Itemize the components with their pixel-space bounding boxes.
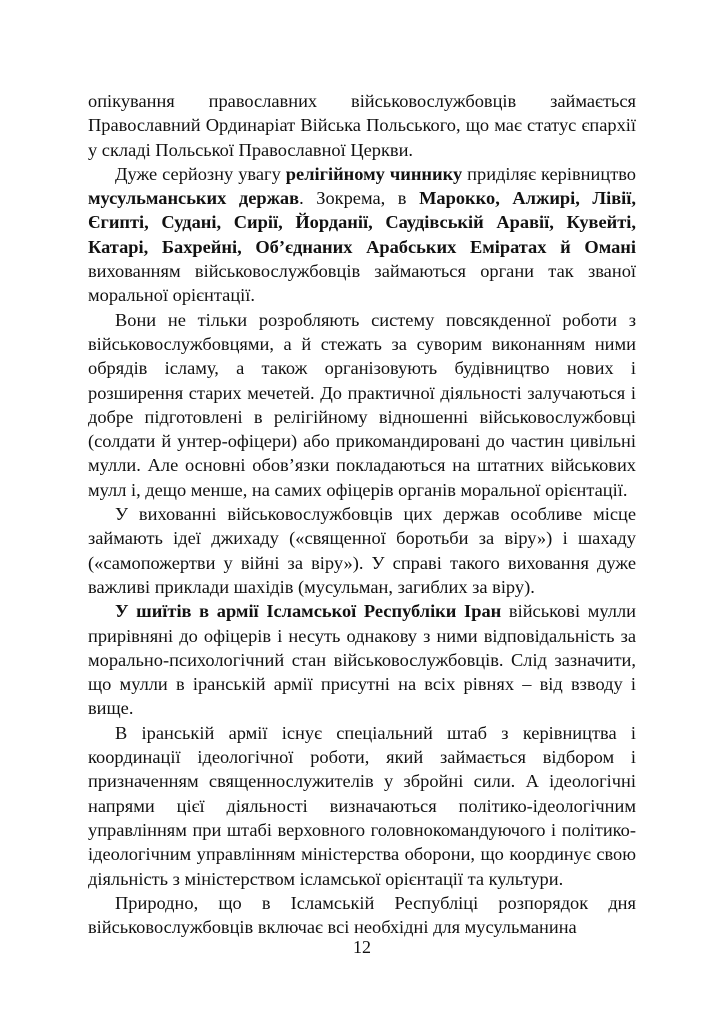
paragraph [88,162,636,308]
text-run: Природно, що в Ісламській Республіці розпорядок дня військовослужбовців включає всі необхідні для мусульманина [88,892,636,938]
body-text [88,89,636,939]
text-run: Дуже серйозну увагу [115,163,286,184]
page-number: 12 [353,937,371,957]
paragraph [88,891,636,940]
text-run: опікування православних військовослужбовців займається Православний Ординаріат Війська Польського, що має статус єпархії у складі Польської Православної Церкви. [88,91,636,160]
bold-text-run: Марокко, Алжирі, Лівії, Єгипті, Судані, Сирії, Йорданії, Саудівській Аравії, Кувейті, Катарі, Бахрейні, Об’єднаних Арабських Еміратах й Омані [88,188,636,257]
bold-text-run: релігійному чиннику [285,163,463,184]
bold-text-run: У шиїтів в армії Ісламської Республіки Іран [115,601,502,622]
paragraph [88,599,636,720]
bold-text-run: мусульманських держав [88,188,300,209]
paragraph [88,308,636,502]
paragraph [88,502,636,599]
paragraph [88,89,636,162]
text-run: . Зокрема, в [299,188,420,209]
text-run: В іранській армії існує спеціальний штаб з керівництва і координації ідеологічної роботи, який займається відбором і призначенням священнослужителів у збройні сили. А ідеологічні напрями цієї діяльності визначаються політико-ідеологічним управлінням при штабі верховного головнокомандуючого і політико-ідеологічним управлінням міністерства оборони, що координує свою діяльність з міністерством ісламської орієнтації та культури. [88,722,636,889]
text-run: приділяє керівництво [462,163,636,184]
text-run: військові мулли прирівняні до офіцерів і несуть однакову з ними відповідальність за морально-психологічний стан військовослужбовців. Слід зазначити, що мулли в іранській армії присутні на всіх рівнях – від взводу і вище. [88,601,636,719]
text-run: Вони не тільки розробляють систему повсякденної роботи з військовослужбовцями, а й стежать за суворим виконанням ними обрядів ісламу, а також організовують будівництво нових і розширення старих мечетей. До практичної діяльності залучаються і добре підготовлені в релігійному відношенні військовослужбовці (солдати й унтер-офіцери) або прикомандировані до частин цивільні мулли. Але основні обов’язки покладаються на штатних військових мулл і, дещо менше, на самих офіцерів органів моральної орієнтації. [88,309,636,500]
paragraph [88,721,636,891]
text-run: У вихованні військовослужбовців цих держав особливе місце займають ідеї джихаду («священної боротьби за віру») і шахаду («самопожертви у війні за віру»). У справі такого виховання дуже важливі приклади шахідів (мусульман, загиблих за віру). [88,504,636,597]
text-run: вихованням військовослужбовців займаються органи так званої моральної орієнтації. [88,261,636,306]
